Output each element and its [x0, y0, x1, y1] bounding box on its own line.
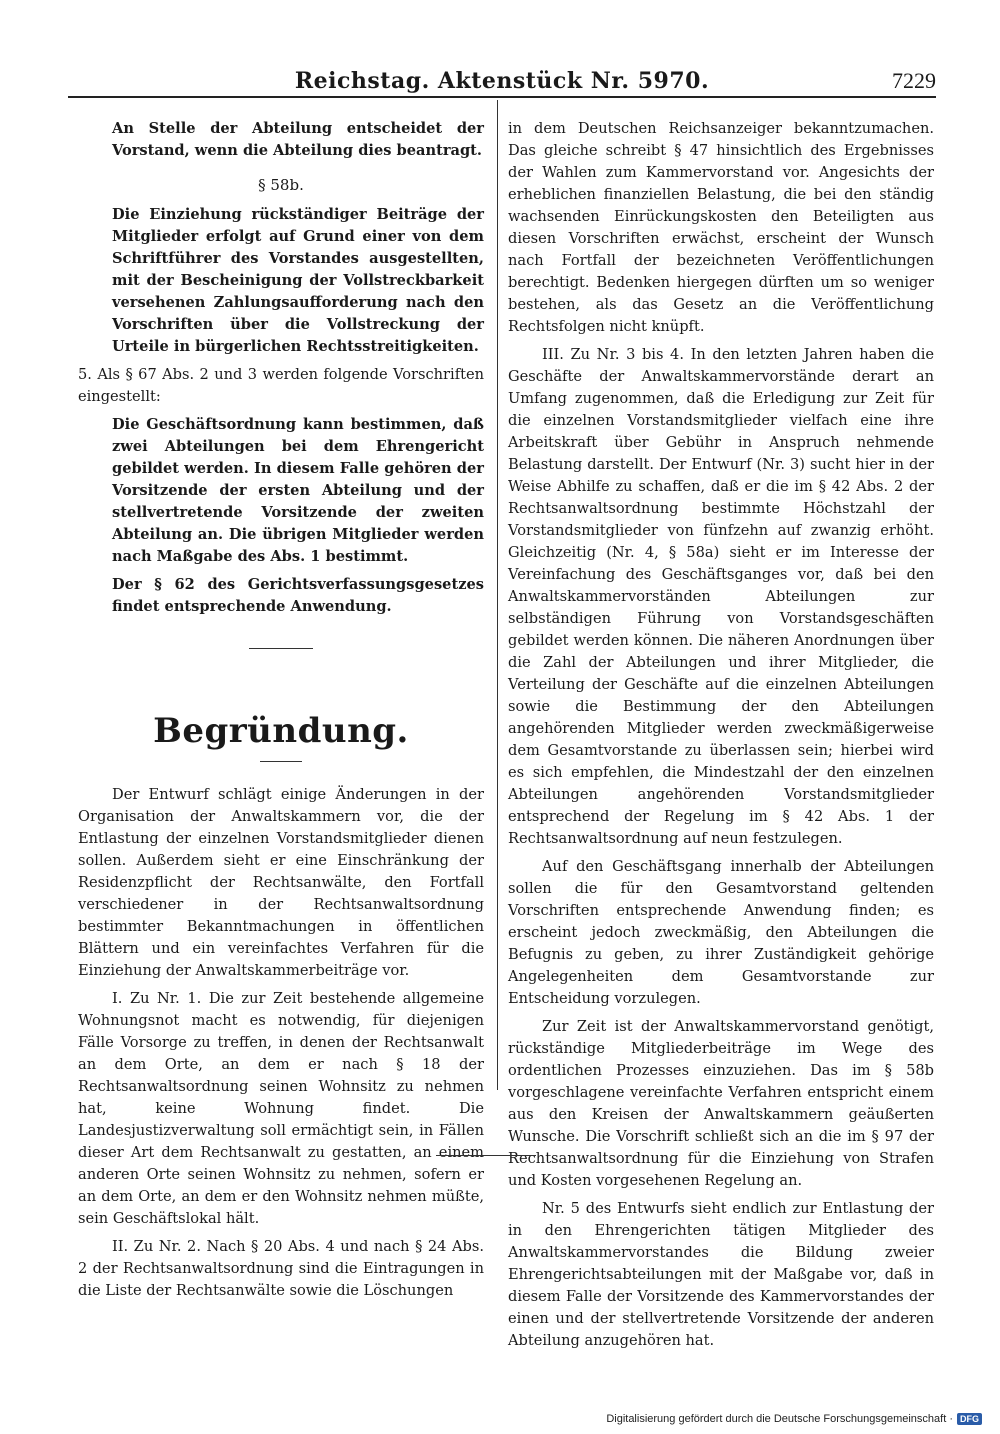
- end-rule: [436, 1155, 536, 1156]
- paragraph: Auf den Geschäftsgang innerhalb der Abteilungen sollen die für den Gesamtvorstand geltenden Vorschriften entsprechende Anwendung finden; es erscheint jedoch zweckmäßig, den Abteilungen die Befugnis zu geben, zu ihrer Zuständigkeit gehörige Angelegenheiten dem Gesamtvorstande zur Entscheidung vorzulegen.: [508, 858, 934, 1007]
- left-column: [78, 118, 484, 1308]
- paragraph: Die Geschäftsordnung kann bestimmen, daß zwei Abteilungen bei dem Ehrengericht gebildet werden. In diesem Falle gehören der Vorsitzende der ersten Abteilung und der stellvertretende Vorsitzende der zweiten Abteilung an. Die übrigen Mitglieder werden nach Maßgabe des Abs. 1 bestimmt.: [112, 416, 484, 565]
- header-rule: [68, 96, 936, 98]
- quoted-provision-58b: [78, 204, 484, 358]
- paragraph: Nr. 5 des Entwurfs sieht endlich zur Entlastung der in den Ehrengerichten tätigen Mitglieder des Anwaltskammervorstandes die Bildung zweier Ehrengerichtsabteilungen mit der Maßgabe vor, daß in diesem Falle der Vorsitzende des Kammervorstandes der einen und der stellvertretende Vorsitzende der anderen Abteilung anzugehören hat.: [508, 1200, 934, 1349]
- paragraph: III. Zu Nr. 3 bis 4. In den letzten Jahren haben die Geschäfte der Anwaltskammervorstände derart an Umfang zugenommen, daß die Erledigung zur Zeit für die einzelnen Vorstandsmitglieder vielfach eine ihre Arbeitskraft über Gebühr in Anspruch nehmende Belastung darstellt. Der Entwurf (Nr. 3) sucht hier in der Weise Abhilfe zu schaffen, daß er die im § 42 Abs. 2 der Rechtsanwaltsordnung bestimmte Höchstzahl der Vorstandsmitglieder von fünfzehn auf zwanzig erhöht. Gleichzeitig (Nr. 4, § 58a) sieht er im Interesse der Vereinfachung des Geschäftsganges vor, daß bei den Anwaltskammervorständen Abteilungen zur selbständigen Führung von Vorstandsgeschäften gebildet werden können. Die näheren Anordnungen über die Zahl der Abteilungen und ihrer Mitglieder, die Verteilung der Geschäfte auf die einzelnen Abteilungen sowie die Bestimmung der den Abteilungen angehörenden Mitglieder werden zweckmäßigerweise dem Gesamtvorstande zu überlassen sein; hierbei wird es sich empfehlen, die Mindestzahl der den einzelnen Abteilungen angehörenden Vorstandsmitglieder entsprechend der Regelung im § 42 Abs. 1 der Rechtsanwaltsordnung auf neun festzulegen.: [508, 346, 934, 847]
- digitization-footer: [606, 1413, 982, 1425]
- paragraph: Die Einziehung rückständiger Beiträge der Mitglieder erfolgt auf Grund einer von dem Schriftführer des Vorstandes ausgestellten, mit der Bescheinigung der Vollstreckbarkeit versehenen Zahlungsaufforderung nach den Vorschriften über die Vollstreckung der Urteile in bürgerlichen Rechtsstreitigkeiten.: [112, 206, 484, 355]
- footer-credit: Digitalisierung gefördert durch die Deutsche Forschungsgemeinschaft ·: [606, 1413, 953, 1425]
- paragraph: I. Zu Nr. 1. Die zur Zeit bestehende allgemeine Wohnungsnot macht es notwendig, für diejenigen Fälle Vorsorge zu treffen, in denen der Rechtsanwalt an dem Orte, an dem er nach § 18 der Rechtsanwaltsordnung seinen Wohnsitz zu nehmen hat, keine Wohnung findet. Die Landesjustizverwaltung soll ermächtigt sein, in Fällen dieser Art dem Rechtsanwalt zu gestatten, an einem anderen Orte seinen Wohnsitz zu nehmen, sofern er an dem Orte, an dem er den Wohnsitz nehmen müßte, sein Geschäftslokal hält.: [78, 990, 484, 1227]
- paragraph: Zur Zeit ist der Anwaltskammervorstand genötigt, rückständige Mitgliederbeiträge im Wege des ordentlichen Prozesses einzuziehen. Das im § 58b vorgeschlagene vereinfachte Verfahren entspricht einem aus den Kreisen der Anwaltskammern geäußerten Wunsche. Die Vorschrift schließt sich an die im § 97 der Rechtsanwaltsordnung für die Einziehung von Strafen und Kosten vorgesehenen Regelung an.: [508, 1018, 934, 1189]
- section-separator: [249, 648, 313, 649]
- quoted-provision-67: [78, 414, 484, 618]
- quoted-provision-58a: [78, 118, 484, 162]
- dfg-logo-icon: DFG: [957, 1413, 982, 1425]
- right-column: [508, 118, 934, 1358]
- heading-rule: [260, 761, 302, 762]
- paragraph: Der § 62 des Gerichtsverfassungsgesetzes findet entsprechende Anwendung.: [112, 576, 484, 615]
- paragraph: Der Entwurf schlägt einige Änderungen in der Organisation der Anwaltskammern vor, die der Entlastung der einzelnen Vorstandsmitglieder dienen sollen. Außerdem sieht er eine Einschränkung der Residenzpflicht der Rechtsanwälte, den Fortfall verschiedener in der Rechtsanwaltsordnung bestimmter Bekanntmachungen in öffentlichen Blättern und ein vereinfachtes Verfahren für die Einziehung der Anwaltskammerbeiträge vor.: [78, 786, 484, 979]
- section-58b-heading: § 58b.: [258, 176, 304, 194]
- page-number: 7229: [892, 68, 936, 93]
- paragraph: II. Zu Nr. 2. Nach § 20 Abs. 4 und nach § 24 Abs. 2 der Rechtsanwaltsordnung sind die Eintragungen in die Liste der Rechtsanwälte sowie die Löschungen: [78, 1238, 484, 1299]
- begruendung-heading: Begründung.: [153, 711, 409, 751]
- paragraph: An Stelle der Abteilung entscheidet der Vorstand, wenn die Abteilung dies beantragt.: [112, 120, 484, 159]
- column-divider: [497, 100, 498, 1090]
- paragraph: in dem Deutschen Reichsanzeiger bekanntzumachen. Das gleiche schreibt § 47 hinsichtlich des Ergebnisses der Wahlen zum Kammervorstand vor. Angesichts der erheblichen finanziellen Belastung, die bei den ständig wachsenden Einrückungskosten den Beteiligten aus diesen Vorschriften erwächst, erscheint der Wunsch nach Fortfall der bezeichneten Veröffentlichungen berechtigt. Bedenken hiergegen dürften um so weniger bestehen, als das Gesetz an die Veröffentlichung Rechtsfolgen nicht knüpft.: [508, 120, 934, 335]
- header-title: Reichstag. Aktenstück Nr. 5970.: [294, 68, 710, 94]
- paragraph: 5. Als § 67 Abs. 2 und 3 werden folgende Vorschriften eingestellt:: [78, 366, 484, 405]
- page-header: [68, 66, 936, 96]
